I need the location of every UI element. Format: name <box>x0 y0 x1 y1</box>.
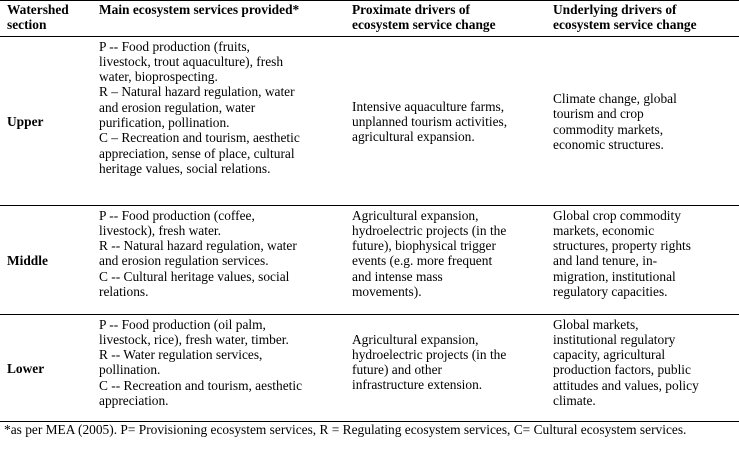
header-line: ecosystem service change <box>553 17 697 33</box>
cell-line: and erosion regulation, water <box>99 99 256 115</box>
cell-line: markets, economic <box>553 222 655 238</box>
cell-line: pollination. <box>99 362 161 378</box>
proximate-drivers-cell <box>345 36 546 205</box>
cell-line: Climate change, global <box>553 91 677 106</box>
header-row <box>0 1 739 37</box>
cell-line: regulatory capacities. <box>553 284 668 300</box>
header-line: Main ecosystem services provided* <box>99 2 300 17</box>
cell-line: R -- Water regulation services, <box>99 347 263 363</box>
cell-line: and intense mass <box>352 268 443 284</box>
cell-line: Agricultural expansion, <box>352 207 479 223</box>
cell-line: production factors, public <box>553 362 691 378</box>
cell-line: unplanned tourism activities, <box>352 113 508 129</box>
cell-line: migration, institutional <box>553 268 676 284</box>
cell-line: C – Recreation and tourism, aesthetic <box>99 130 300 146</box>
cell-line: Intensive aquaculture farms, <box>352 98 505 114</box>
header-line: section <box>7 17 47 33</box>
cell-line: livestock), fresh water. <box>99 222 221 238</box>
header-line: Proximate drivers of <box>352 2 470 17</box>
cell-line: P -- Food production (coffee, <box>99 207 255 223</box>
cell-line: livestock, rice), fresh water, timber. <box>99 331 289 347</box>
cell-line: C -- Recreation and tourism, aesthetic <box>99 377 303 393</box>
cell-line: appreciation. <box>99 393 169 409</box>
header-line: Underlying drivers of <box>553 2 677 17</box>
cell-line: hydroelectric projects (in the <box>352 346 507 362</box>
underlying-drivers-cell <box>546 36 739 205</box>
cell-line: events (e.g. more frequent <box>352 253 493 269</box>
cell-line: R – Natural hazard regulation, water <box>99 84 295 100</box>
section-cell: Upper <box>7 113 44 129</box>
cell-line: capacity, agricultural <box>553 347 666 363</box>
underlying-drivers-cell <box>546 314 739 421</box>
cell-line: economic structures. <box>553 136 664 152</box>
table-row-middle <box>0 205 739 314</box>
cell-line: Agricultural expansion, <box>352 331 479 347</box>
cell-line: future), biophysical trigger <box>352 238 496 254</box>
cell-line: agricultural expansion. <box>352 129 475 145</box>
table-body <box>0 36 739 421</box>
header-proximate-drivers <box>345 1 546 37</box>
proximate-drivers-cell <box>345 314 546 421</box>
cell-line: infrastructure extension. <box>352 377 483 393</box>
header-main-services <box>92 1 345 37</box>
cell-line: relations. <box>99 284 149 300</box>
cell-line: attitudes and values, policy <box>553 377 699 393</box>
services-cell <box>92 205 345 314</box>
table-row-lower <box>0 314 739 421</box>
header-watershed-section <box>0 1 92 37</box>
cell-line: C -- Cultural heritage values, social <box>99 268 290 284</box>
proximate-drivers-cell <box>345 205 546 314</box>
cell-line: R -- Natural hazard regulation, water <box>99 238 297 254</box>
cell-line: livestock, trout aquaculture), fresh <box>99 53 284 69</box>
header-line: Watershed <box>7 2 69 17</box>
cell-line: water, bioprospecting. <box>99 69 218 85</box>
underlying-drivers-cell <box>546 205 739 314</box>
cell-line: P -- Food production (oil palm, <box>99 316 266 332</box>
header-underlying-drivers <box>546 1 739 37</box>
cell-line: tourism and crop <box>553 106 644 122</box>
services-cell <box>92 36 345 205</box>
cell-line: heritage values, social relations. <box>99 160 271 176</box>
cell-line: P -- Food production (fruits, <box>99 38 250 54</box>
cell-line: and land tenure, in- <box>553 253 658 269</box>
table-header <box>0 1 739 37</box>
cell-line: hydroelectric projects (in the <box>352 222 507 238</box>
cell-line: and erosion regulation services. <box>99 253 269 269</box>
cell-line: purification, pollination. <box>99 115 230 131</box>
cell-line: movements). <box>352 284 422 300</box>
section-cell: Lower <box>7 360 45 376</box>
cell-line: climate. <box>553 393 596 409</box>
cell-line: Global markets, <box>553 316 639 332</box>
section-cell: Middle <box>7 252 48 268</box>
table-footnote: *as per MEA (2005). P= Provisioning ecosystem services, R = Regulating ecosystem services, C= Cultural ecosystem services. <box>4 422 687 437</box>
cell-line: structures, property rights <box>553 238 691 254</box>
cell-line: appreciation, sense of place, cultural <box>99 145 295 161</box>
cell-line: Global crop commodity <box>553 207 681 223</box>
services-cell <box>92 314 345 421</box>
table-row-upper <box>0 36 739 205</box>
cell-line: institutional regulatory <box>553 331 676 347</box>
header-line: ecosystem service change <box>352 17 496 33</box>
cell-line: commodity markets, <box>553 121 664 137</box>
cell-line: future) and other <box>352 362 442 378</box>
